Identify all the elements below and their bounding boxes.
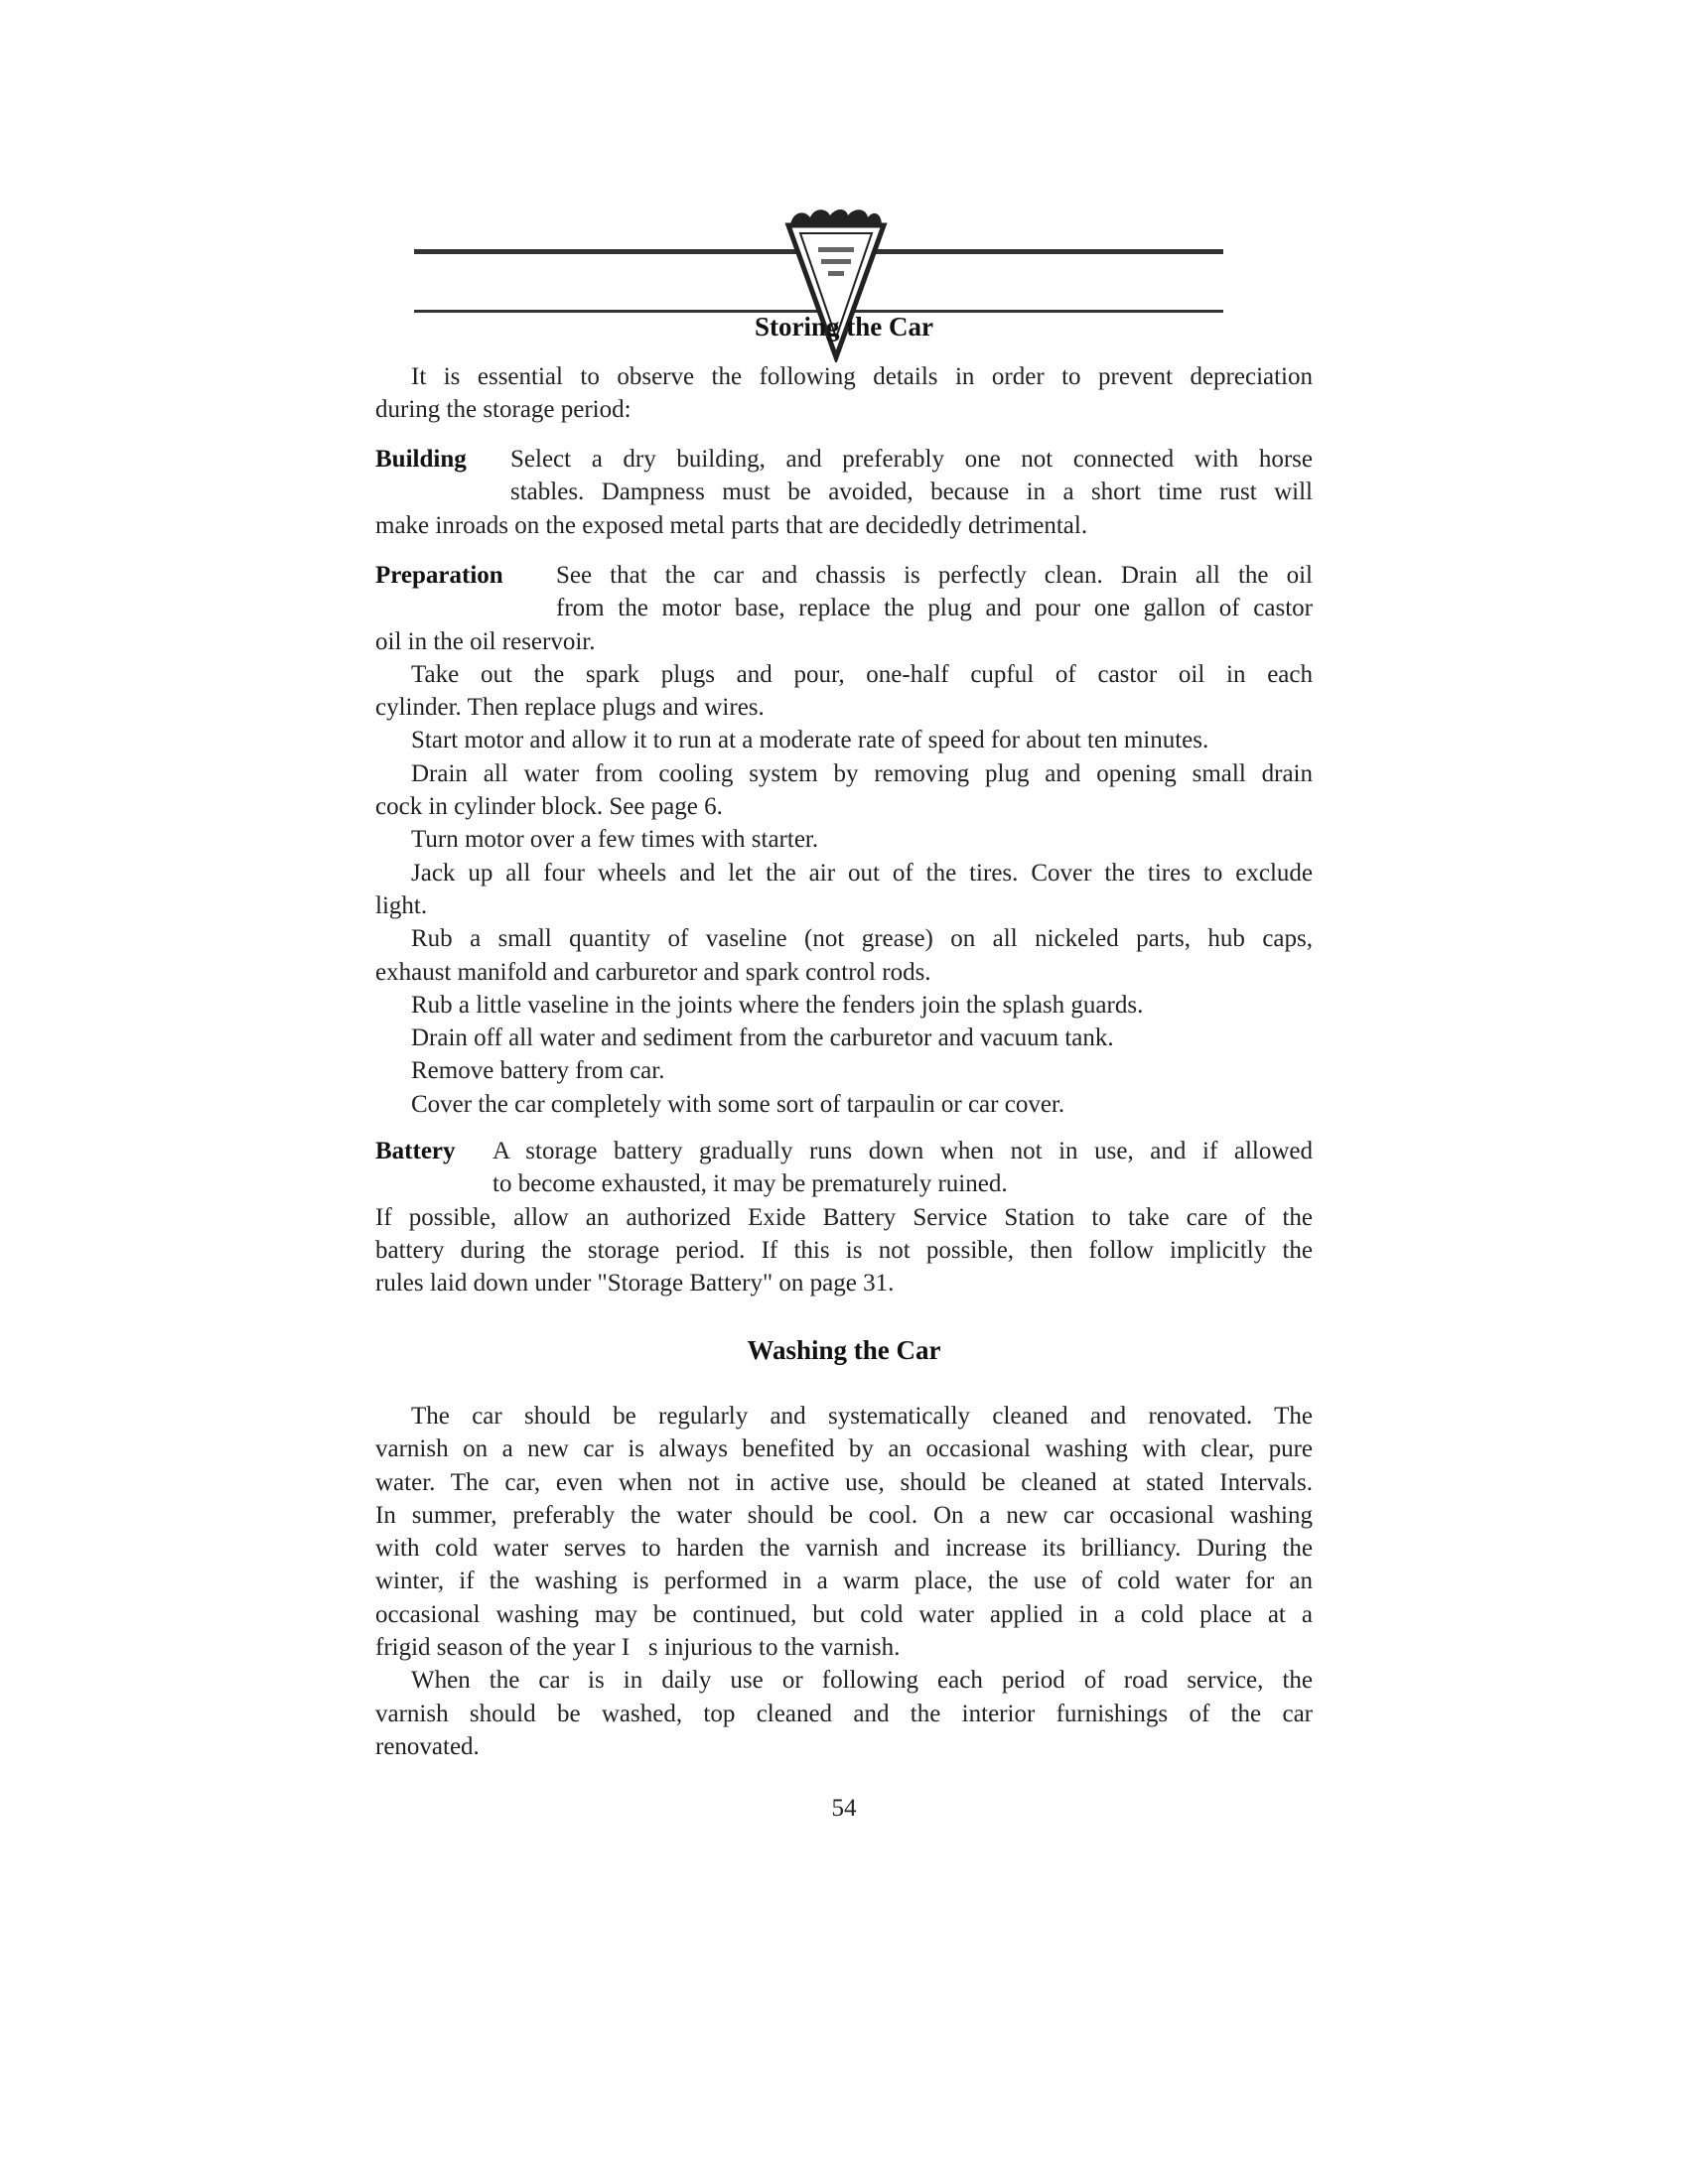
text-line: renovated. [375, 1732, 480, 1760]
text-line: cylinder. Then replace plugs and wires. [375, 694, 765, 722]
text-line: The car should be regularly and systematically cleaned and renovated. The [411, 1403, 1313, 1430]
line-text: See that the car and chassis is perfectly clean. Drain all the oil [556, 562, 1313, 589]
preparation-section [375, 559, 1313, 1121]
text-line: Cover the car completely with some sort of tarpaulin or car cover. [411, 1090, 1065, 1118]
text-line: Remove battery from car. [411, 1057, 665, 1085]
text-line: light. [375, 891, 428, 919]
battery-label: Battery [375, 1138, 456, 1164]
text-line: Start motor and allow it to run at a moderate rate of speed for about ten minutes. [411, 727, 1209, 754]
battery-section [375, 1135, 1313, 1299]
line-text: A storage battery gradually runs down when not in use, and if allowed [492, 1138, 1313, 1164]
text-line: to become exhausted, it may be prematurely ruined. [492, 1170, 1008, 1198]
text-line: In summer, preferably the water should be cool. On a new car occasional washing [375, 1501, 1313, 1529]
text-line: exhaust manifold and carburetor and spark control rods. [375, 958, 931, 986]
text-line: water. The car, even when not in active use, should be cleaned at stated Intervals. [375, 1468, 1313, 1496]
text-line: during the storage period: [375, 396, 632, 424]
text-line: If possible, allow an authorized Exide Battery Service Station to take care of the [375, 1203, 1313, 1231]
text-line: from the motor base, replace the plug and pour one gallon of castor [556, 595, 1313, 622]
text-line: stables. Dampness must be avoided, because in a short time rust will [510, 478, 1313, 506]
text-line: Jack up all four wheels and let the air out of the tires. Cover the tires to exclude [411, 859, 1313, 887]
page-number: 54 [831, 1795, 857, 1822]
text-line: Turn motor over a few times with starter. [411, 826, 819, 854]
text-line: cock in cylinder block. See page 6. [375, 793, 723, 821]
text-line: Drain all water from cooling system by removing plug and opening small drain [411, 759, 1313, 787]
section-title-washing: Washing the Car [747, 1335, 941, 1365]
text-line: When the car is in daily use or following each period of road service, the [411, 1667, 1313, 1695]
text-line: Drain off all water and sediment from the carburetor and vacuum tank. [411, 1024, 1114, 1052]
text-line: frigid season of the year I s injurious to the varnish. [375, 1634, 901, 1662]
text-line: It is essential to observe the following details in order to prevent depreciation [411, 363, 1313, 390]
text-line [375, 443, 1313, 476]
preparation-label: Preparation [375, 562, 503, 589]
text-line: rules laid down under "Storage Battery" on page 31. [375, 1270, 895, 1297]
text-line: Rub a small quantity of vaseline (not grease) on all nickeled parts, hub caps, [411, 925, 1313, 953]
text-line: oil in the oil reservoir. [375, 627, 596, 655]
text-line: varnish should be washed, top cleaned and the interior furnishings of the car [375, 1700, 1313, 1727]
building-section [375, 443, 1313, 542]
washing-section [375, 1400, 1313, 1763]
text-line: with cold water serves to harden the varnish and increase its brilliancy. During the [375, 1535, 1313, 1563]
text-line: Rub a little vaseline in the joints where the fenders join the splash guards. [411, 991, 1144, 1019]
section-title-storing: Storing the Car [755, 312, 933, 341]
text-line: occasional washing may be continued, but cold water applied in a cold place at a [375, 1600, 1313, 1628]
text-line: winter, if the washing is performed in a warm place, the use of cold water for an [375, 1568, 1313, 1595]
text-line: battery during the storage period. If this is not possible, then follow implicitly the [375, 1236, 1313, 1264]
text-line [375, 559, 1313, 592]
storing-intro [375, 360, 1313, 427]
building-label: Building [375, 446, 467, 473]
text-line: varnish on a new car is always benefited by an occasional washing with clear, pure [375, 1435, 1313, 1463]
text-line [375, 1135, 1313, 1167]
text-line: make inroads on the exposed metal parts that are decidedly detrimental. [375, 511, 1088, 539]
text-line: Take out the spark plugs and pour, one-half cupful of castor oil in each [411, 660, 1313, 688]
line-text: Select a dry building, and preferably one not connected with horse [510, 446, 1313, 473]
